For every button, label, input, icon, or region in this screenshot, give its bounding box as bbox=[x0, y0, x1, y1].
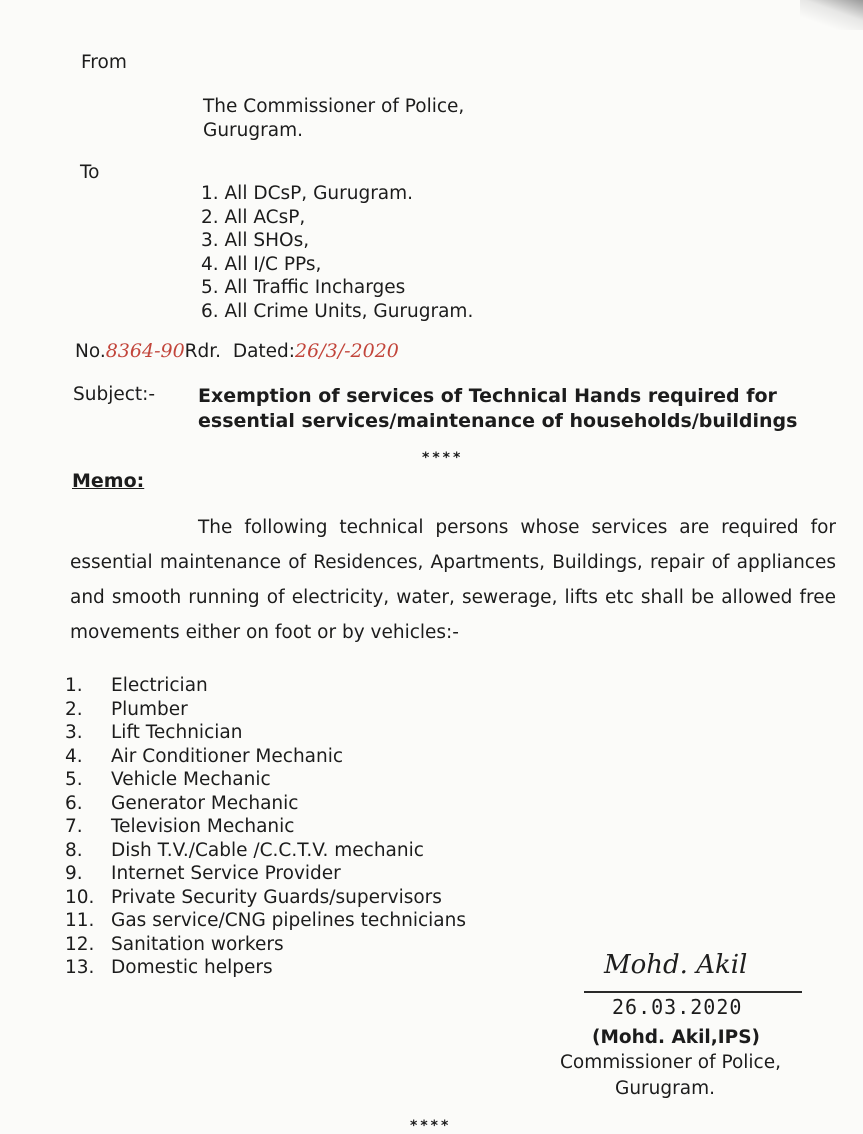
signatory-title: Commissioner of Police, bbox=[560, 1052, 781, 1073]
signatory-name: (Mohd. Akil,IPS) bbox=[592, 1027, 761, 1048]
signature-date: 26.03.2020 bbox=[612, 995, 743, 1019]
recipient-item: 1. All DCsP, Gurugram. bbox=[201, 183, 414, 204]
from-label: From bbox=[81, 52, 127, 73]
item-text: Dish T.V./Cable /C.C.T.V. mechanic bbox=[111, 839, 424, 861]
item-number: 1. bbox=[65, 675, 83, 696]
item-text: Gas service/CNG pipelines technicians bbox=[111, 910, 466, 931]
recipient-item: 4. All I/C PPs, bbox=[201, 253, 322, 275]
memo-paragraph: The following technical persons whose services are required for essential maintenance of Residences, Apartments, Buildings, repair of appliances and smooth running of electricity, water, sewerage, lifts etc shall be allowed free movements either on foot or by vehicles:- bbox=[70, 517, 836, 643]
recipient-item: 2. All ACsP, bbox=[201, 206, 306, 228]
list-item bbox=[65, 862, 466, 886]
item-text: Domestic helpers bbox=[111, 957, 273, 978]
sender-line: Gurugram. bbox=[203, 120, 303, 141]
sender-line: The Commissioner of Police, bbox=[203, 96, 465, 117]
item-number: 2. bbox=[65, 698, 83, 720]
item-number: 12. bbox=[65, 933, 95, 955]
item-number: 7. bbox=[65, 816, 83, 837]
item-number: 3. bbox=[65, 722, 83, 743]
reference-rdr-label: Rdr. bbox=[184, 341, 222, 362]
item-text: Electrician bbox=[111, 675, 208, 696]
list-item bbox=[65, 815, 466, 839]
signatory-city: Gurugram. bbox=[615, 1078, 715, 1099]
reference-line bbox=[75, 340, 399, 362]
separator-stars: **** bbox=[422, 450, 464, 466]
reference-no-label: No. bbox=[75, 341, 106, 362]
page-corner-shadow bbox=[800, 0, 863, 30]
list-item bbox=[65, 768, 466, 792]
dated-value-handwritten: 26/3/-2020 bbox=[295, 340, 399, 362]
recipient-item: 6. All Crime Units, Gurugram. bbox=[201, 300, 474, 322]
item-number: 5. bbox=[65, 769, 83, 790]
item-text: Vehicle Mechanic bbox=[111, 769, 271, 790]
technician-list bbox=[65, 674, 466, 980]
list-item bbox=[65, 909, 466, 933]
recipient-list bbox=[201, 182, 473, 323]
list-item bbox=[65, 956, 466, 980]
signature-underline bbox=[584, 991, 802, 993]
item-text: Lift Technician bbox=[111, 722, 243, 743]
item-text: Internet Service Provider bbox=[111, 863, 341, 884]
subject-text bbox=[198, 384, 797, 434]
subject-line: Exemption of services of Technical Hands required for bbox=[198, 385, 777, 407]
recipient-item: 5. All Traffic Incharges bbox=[201, 277, 406, 298]
list-item bbox=[65, 674, 466, 698]
sender-block bbox=[203, 95, 464, 143]
handwritten-signature: Mohd. Akil bbox=[604, 950, 748, 980]
memo-heading: Memo: bbox=[72, 470, 145, 492]
list-item bbox=[65, 745, 466, 769]
item-number: 8. bbox=[65, 839, 83, 861]
reference-number-handwritten: 8364-90 bbox=[105, 340, 185, 362]
item-number: 13. bbox=[65, 957, 95, 978]
item-text: Plumber bbox=[111, 698, 188, 720]
item-number: 9. bbox=[65, 863, 83, 884]
item-text: Air Conditioner Mechanic bbox=[111, 745, 344, 767]
item-number: 6. bbox=[65, 792, 83, 814]
item-text: Private Security Guards/supervisors bbox=[111, 886, 442, 908]
footer-stars: **** bbox=[410, 1118, 452, 1134]
list-item bbox=[65, 933, 466, 957]
list-item bbox=[65, 792, 466, 816]
dated-label: Dated: bbox=[232, 341, 296, 362]
item-number: 11. bbox=[65, 910, 95, 931]
list-item bbox=[65, 839, 466, 863]
item-number: 10. bbox=[65, 886, 95, 908]
subject-label: Subject:- bbox=[73, 384, 156, 405]
list-item bbox=[65, 886, 466, 910]
subject-line: essential services/maintenance of households/buildings bbox=[198, 410, 798, 432]
item-number: 4. bbox=[65, 745, 83, 767]
item-text: Television Mechanic bbox=[111, 816, 295, 837]
to-label: To bbox=[80, 162, 100, 183]
list-item bbox=[65, 698, 466, 722]
list-item bbox=[65, 721, 466, 745]
recipient-item: 3. All SHOs, bbox=[201, 230, 310, 251]
item-text: Sanitation workers bbox=[111, 933, 284, 955]
item-text: Generator Mechanic bbox=[111, 792, 299, 814]
